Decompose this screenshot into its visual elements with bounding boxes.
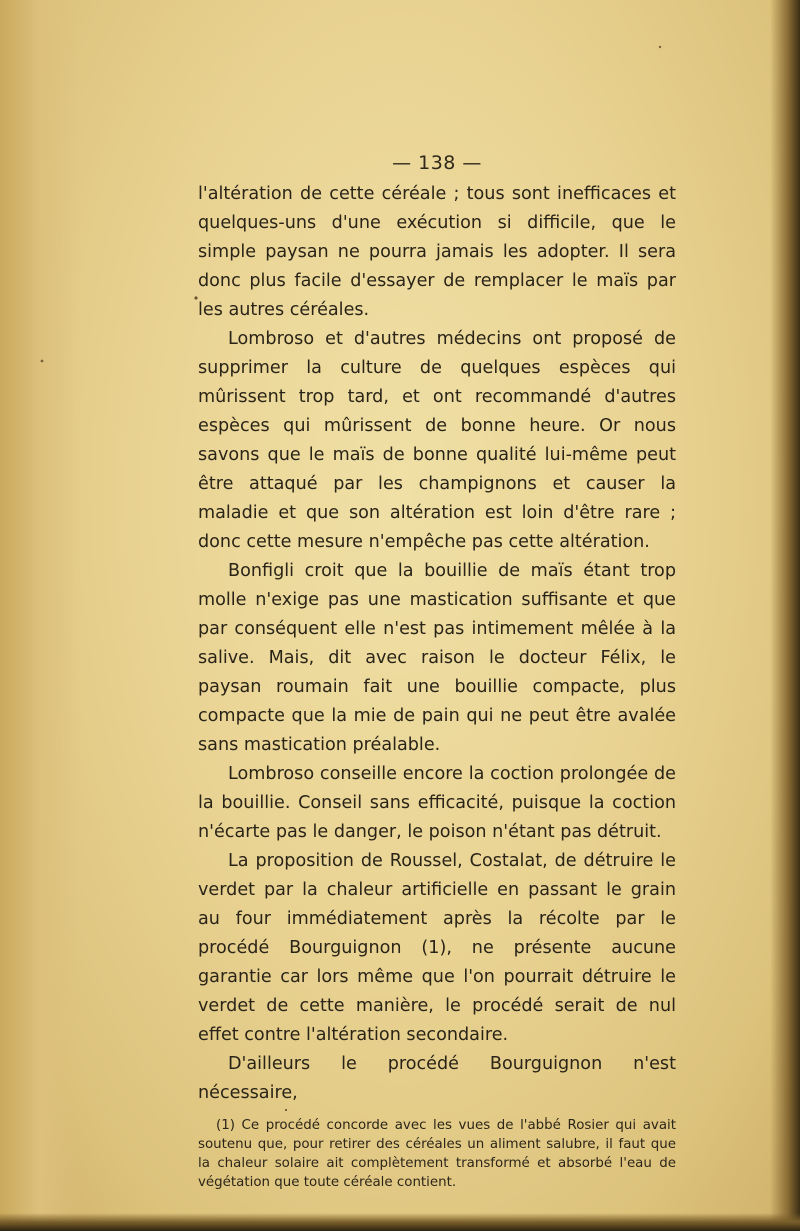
page-text: [198, 150, 676, 1192]
paragraph-5: La proposition de Roussel, Costalat, de détruire le verdet par la chaleur artificielle en passant le grain au four immédiatement après la récolte par le procédé Bourguignon (1), ne présente aucune garantie car lors même que l'on pourrait détruire le verdet de cette manière, le procédé serait de nul effet contre l'altération secondaire.: [198, 851, 676, 1045]
paragraph-4: Lombroso conseille encore la coction prolongée de la bouillie. Conseil sans efficacité, puisque la coction n'écarte pas le danger, le poison n'étant pas détruit.: [198, 764, 676, 842]
footnote: (1) Ce procédé concorde avec les vues de l'abbé Rosier qui avait soutenu que, pour retirer des céréales un aliment salubre, il faut que la chaleur solaire ait complètement transformé et absorbé l'eau de végétation que toute céréale contient.: [198, 1118, 676, 1190]
paragraph-3: Bonfigli croit que la bouillie de maïs étant trop molle n'exige pas une mastication suffisante et que par conséquent elle n'est pas intimement mêlée à la salive. Mais, dit avec raison le docteur Félix, le paysan roumain fait une bouillie compacte, plus compacte que la mie de pain qui ne peut être avalée sans mastication préalable.: [198, 561, 676, 755]
paragraph-2: Lombroso et d'autres médecins ont proposé de supprimer la culture de quelques espèces qui mûrissent trop tard, et ont recommandé d'autres espèces qui mûrissent de bonne heure. Or nous savons que le maïs de bonne qualité lui-même peut être attaqué par les champignons et causer la maladie et que son altération est loin d'être rare ; donc cette mesure n'empêche pas cette altération.: [198, 329, 676, 552]
paragraph-6: D'ailleurs le procédé Bourguignon n'est nécessaire,: [198, 1054, 676, 1103]
page-number: — 138 —: [392, 152, 482, 174]
paragraph-1: l'altération de cette céréale ; tous sont inefficaces et quelques-uns d'une exécution si difficile, que le simple paysan ne pourra jamais les adopter. Il sera donc plus facile d'essayer de remplacer le maïs par les autres céréales.: [198, 184, 676, 320]
